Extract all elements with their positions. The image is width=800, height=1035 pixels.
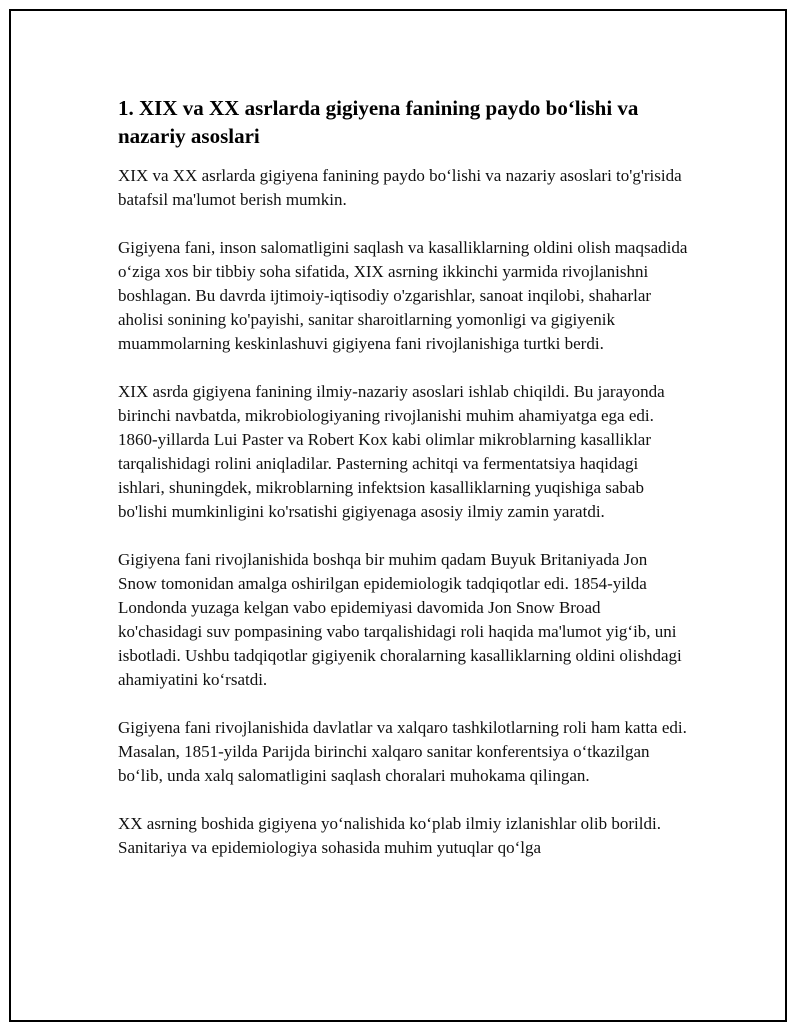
paragraph-intro: XIX va XX asrlarda gigiyena fanining paydo bo‘lishi va nazariy asoslari to'g'risida batafsil ma'lumot berish mumkin.	[118, 166, 682, 209]
document-body	[118, 94, 688, 884]
paragraph-twentieth-century: XX asrning boshida gigiyena yo‘nalishida ko‘plab ilmiy izlanishlar olib borildi. Sanitariya va epidemiologiya sohasida muhim yutuqlar qo‘lga	[118, 814, 661, 857]
paragraph-microbiology: XIX asrda gigiyena fanining ilmiy-nazariy asoslari ishlab chiqildi. Bu jarayonda birinchi navbatda, mikrobiologiyaning rivojlanishi muhim ahamiyatga ega edi. 1860-yillarda Lui Paster va Robert Kox kabi olimlar mikroblarning kasalliklar tarqalishidagi rolini aniqladilar. Pasterning achitqi va fermentatsiya haqidagi ishlari, shuningdek, mikroblarning infektsion kasalliklarning yuqishiga sabab bo'lishi mumkinligini ko'rsatishi gigiyenaga asosiy ilmiy zamin yaratdi.	[118, 382, 665, 521]
paragraph-origins: Gigiyena fani, inson salomatligini saqlash va kasalliklarning oldini olish maqsadida o‘ziga xos bir tibbiy soha sifatida, XIX asrning ikkinchi yarmida rivojlanishni boshlagan. Bu davrda ijtimoiy-iqtisodiy o'zgarishlar, sanoat inqilobi, shaharlar aholisi sonining ko'payishi, sanitar sharoitlarning yomonligi va gigiyenik muammolarning keskinlashuvi gigiyena fani rivojlanishiga turtki berdi.	[118, 238, 688, 353]
paragraph-international: Gigiyena fani rivojlanishida davlatlar va xalqaro tashkilotlarning roli ham katta edi. Masalan, 1851-yilda Parijda birinchi xalqaro sanitar konferentsiya o‘tkazilgan bo‘lib, unda xalq salomatligini saqlash choralari muhokama qilingan.	[118, 718, 687, 785]
section-heading: 1. XIX va XX asrlarda gigiyena fanining paydo bo‘lishi va nazariy asoslari	[118, 96, 639, 148]
paragraph-epidemiology: Gigiyena fani rivojlanishida boshqa bir muhim qadam Buyuk Britaniyada Jon Snow tomonidan amalga oshirilgan epidemiologik tadqiqotlar edi. 1854-yilda Londonda yuzaga kelgan vabo epidemiyasi davomida Jon Snow Broad ko'chasidagi suv pompasining vabo tarqalishidagi roli haqida ma'lumot yig‘ib, uni isbotladi. Ushbu tadqiqotlar gigiyenik choralarning kasalliklarning oldini olishdagi ahamiyatini ko‘rsatdi.	[118, 550, 682, 689]
